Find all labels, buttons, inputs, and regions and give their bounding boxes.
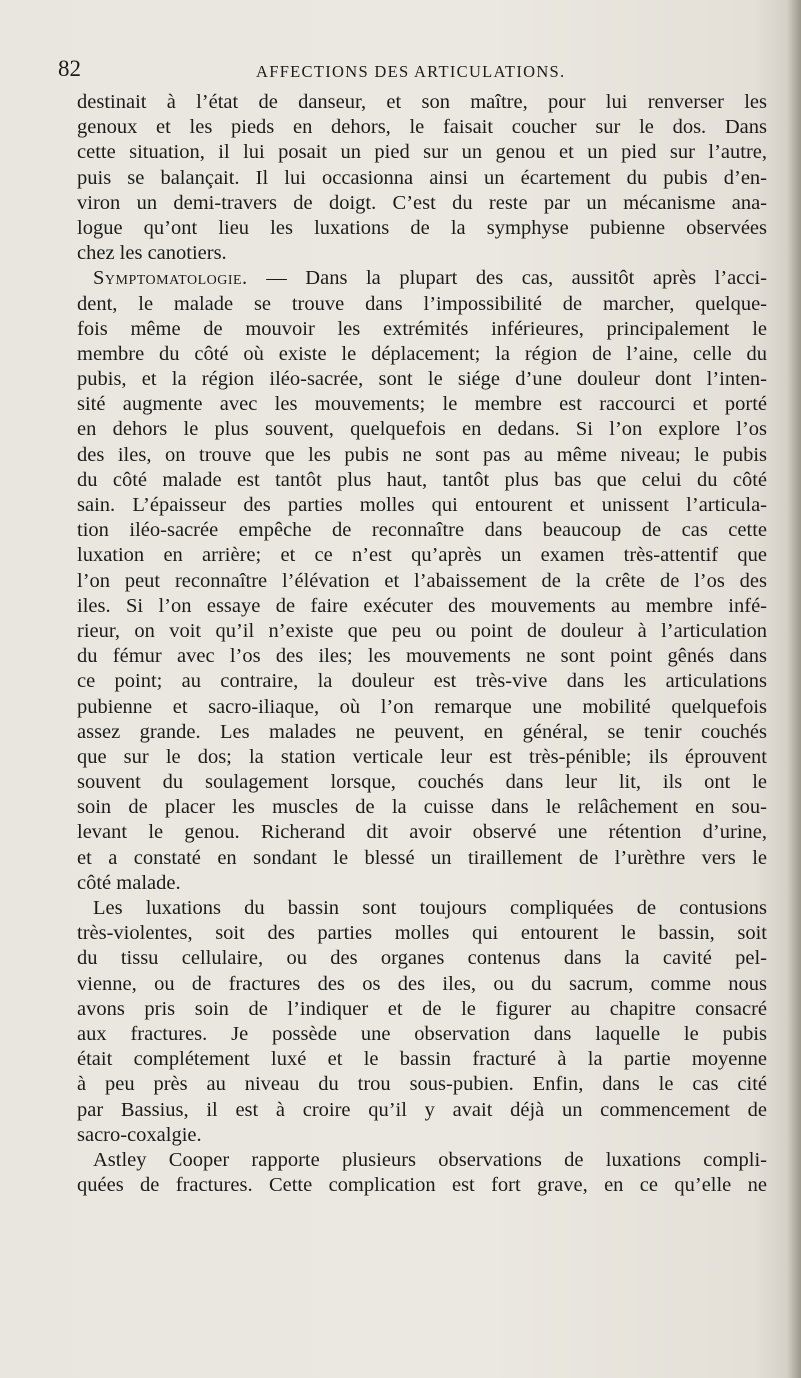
text-line bbox=[77, 241, 767, 266]
text-line bbox=[77, 266, 767, 291]
text-line bbox=[77, 443, 767, 468]
text-line-content: du fémur avec l’os des iles; les mouvements ne sont point gênés dans bbox=[77, 645, 767, 668]
text-line-content: dent, le malade se trouve dans l’impossibilité de marcher, quelque- bbox=[77, 292, 767, 315]
text-line-content: destinait à l’état de danseur, et son maître, pour lui renverser les bbox=[77, 91, 767, 113]
text-line bbox=[77, 720, 767, 745]
text-line-content: soin de placer les muscles de la cuisse dans le relâchement en sou- bbox=[77, 796, 767, 819]
text-line-content: puis se balançait. Il lui occasionna ainsi un écartement du pubis d’en- bbox=[77, 166, 767, 189]
text-line bbox=[77, 1022, 767, 1047]
text-line-content: Astley Cooper rapporte plusieurs observations de luxations compli- bbox=[93, 1148, 767, 1171]
text-line-content: ce point; au contraire, la douleur est très-vive dans les articulations bbox=[77, 670, 767, 693]
text-line-content: genoux et les pieds en dehors, le faisait coucher sur le dos. Dans bbox=[77, 116, 767, 139]
text-line bbox=[77, 946, 767, 971]
page-header bbox=[58, 56, 758, 90]
text-line-content: sain. L’épaisseur des parties molles qui entourent et unissent l’articula- bbox=[77, 494, 767, 516]
text-line bbox=[77, 417, 767, 442]
text-line bbox=[77, 1173, 767, 1198]
text-line-content: rieur, on voit qu’il n’existe que peu ou point de douleur à l’articulation bbox=[77, 619, 767, 642]
text-line bbox=[77, 367, 767, 392]
text-line bbox=[77, 493, 767, 518]
page-number: 82 bbox=[58, 56, 81, 81]
text-line bbox=[77, 1123, 767, 1148]
text-line-content: pubis, et la région iléo-sacrée, sont le siége d’une douleur dont l’inten- bbox=[77, 368, 767, 391]
text-line bbox=[77, 921, 767, 946]
text-line-content: membre du côté où existe le déplacement; la région de l’aine, celle du bbox=[77, 342, 767, 365]
text-line bbox=[77, 569, 767, 594]
text-line bbox=[77, 317, 767, 342]
text-line bbox=[77, 216, 767, 241]
text-line-content: assez grande. Les malades ne peuvent, en général, se tenir couchés bbox=[77, 720, 767, 743]
text-line-content: fois même de mouvoir les extrémités inférieures, principalement le bbox=[77, 317, 767, 340]
text-line-content: tion iléo-sacrée empêche de reconnaître dans beaucoup de cas cette bbox=[77, 519, 767, 542]
text-line bbox=[77, 594, 767, 619]
text-line-content: cette situation, il lui posait un pied sur un genou et un pied sur l’autre, bbox=[77, 141, 767, 164]
text-line bbox=[77, 115, 767, 140]
text-line bbox=[77, 166, 767, 191]
text-line-content: du tissu cellulaire, ou des organes contenus dans la cavité pel- bbox=[77, 947, 767, 970]
text-line bbox=[77, 695, 767, 720]
text-line-content: et a constaté en sondant le blessé un tiraillement de l’urèthre vers le bbox=[77, 846, 767, 869]
text-line bbox=[77, 972, 767, 997]
text-line bbox=[77, 1047, 767, 1072]
text-line-content: avons pris soin de l’indiquer et de le figurer au chapitre consacré bbox=[77, 997, 767, 1020]
text-line-content: chez les canotiers. bbox=[77, 242, 227, 265]
text-line bbox=[77, 795, 767, 820]
text-line bbox=[77, 543, 767, 568]
text-line-content: aux fractures. Je possède une observation dans laquelle le pubis bbox=[77, 1022, 767, 1045]
text-line-content: quées de fractures. Cette complication est fort grave, en ce qu’elle ne bbox=[77, 1174, 767, 1197]
running-title: AFFECTIONS DES ARTICULATIONS. bbox=[256, 62, 566, 81]
text-line bbox=[77, 518, 767, 543]
text-line bbox=[77, 392, 767, 417]
text-line bbox=[77, 140, 767, 165]
text-line bbox=[77, 997, 767, 1022]
text-line-content: levant le genou. Richerand dit avoir observé une rétention d’urine, bbox=[77, 821, 767, 844]
text-line bbox=[77, 770, 767, 795]
text-line-content: — Dans la plupart des cas, aussitôt après l’acci- bbox=[247, 267, 767, 290]
body-text bbox=[77, 90, 767, 1198]
text-line bbox=[77, 191, 767, 216]
text-line bbox=[77, 871, 767, 896]
text-line-content: viron un demi-travers de doigt. C’est du reste par un mécanisme ana- bbox=[77, 191, 767, 214]
text-line bbox=[77, 846, 767, 871]
text-line-content: pubienne et sacro-iliaque, où l’on remarque une mobilité quelquefois bbox=[77, 695, 767, 718]
text-line bbox=[77, 619, 767, 644]
text-line bbox=[77, 820, 767, 845]
text-line bbox=[77, 1098, 767, 1123]
text-line-content: iles. Si l’on essaye de faire exécuter des mouvements au membre infé- bbox=[77, 594, 767, 617]
text-line bbox=[77, 745, 767, 770]
section-heading: Symptomatologie. bbox=[93, 267, 248, 290]
page-edge-shadow bbox=[787, 0, 801, 1378]
text-line-content: sité augmente avec les mouvements; le membre est raccourci et porté bbox=[77, 393, 767, 416]
text-line bbox=[77, 669, 767, 694]
text-line bbox=[77, 1148, 767, 1173]
text-line-content: que sur le dos; la station verticale leur est très-pénible; ils éprouvent bbox=[77, 745, 767, 768]
text-line-content: l’on peut reconnaître l’élévation et l’abaissement de la crête de l’os des bbox=[77, 569, 767, 592]
text-line-content: sacro-coxalgie. bbox=[77, 1123, 202, 1146]
text-line-content: logue qu’ont lieu les luxations de la symphyse pubienne observées bbox=[77, 216, 767, 239]
text-line-content: luxation en arrière; et ce n’est qu’après un examen très-attentif que bbox=[77, 544, 767, 567]
text-line-content: souvent du soulagement lorsque, couchés dans leur lit, ils ont le bbox=[77, 771, 767, 794]
text-line-content: en dehors le plus souvent, quelquefois en dedans. Si l’on explore l’os bbox=[77, 418, 767, 441]
text-line bbox=[77, 342, 767, 367]
text-line bbox=[77, 468, 767, 493]
text-line-content: était complétement luxé et le bassin fracturé à la partie moyenne bbox=[77, 1048, 767, 1071]
text-line-content: côté malade. bbox=[77, 871, 181, 894]
text-line bbox=[77, 90, 767, 115]
text-line-content: des iles, on trouve que les pubis ne sont pas au même niveau; le pubis bbox=[77, 443, 767, 466]
text-line-content: du côté malade est tantôt plus haut, tantôt plus bas que celui du côté bbox=[77, 468, 767, 491]
text-line-content: très-violentes, soit des parties molles qui entourent le bassin, soit bbox=[77, 922, 767, 945]
text-line bbox=[77, 1072, 767, 1097]
text-line-content: par Bassius, il est à croire qu’il y avait déjà un commencement de bbox=[77, 1098, 767, 1121]
text-line-content: Les luxations du bassin sont toujours compliquées de contusions bbox=[93, 897, 767, 919]
text-line bbox=[77, 292, 767, 317]
text-line bbox=[77, 896, 767, 921]
text-line-content: vienne, ou de fractures des os des iles, ou du sacrum, comme nous bbox=[77, 972, 767, 995]
text-line-content: à peu près au niveau du trou sous-pubien. Enfin, dans le cas cité bbox=[77, 1073, 767, 1096]
text-line bbox=[77, 644, 767, 669]
